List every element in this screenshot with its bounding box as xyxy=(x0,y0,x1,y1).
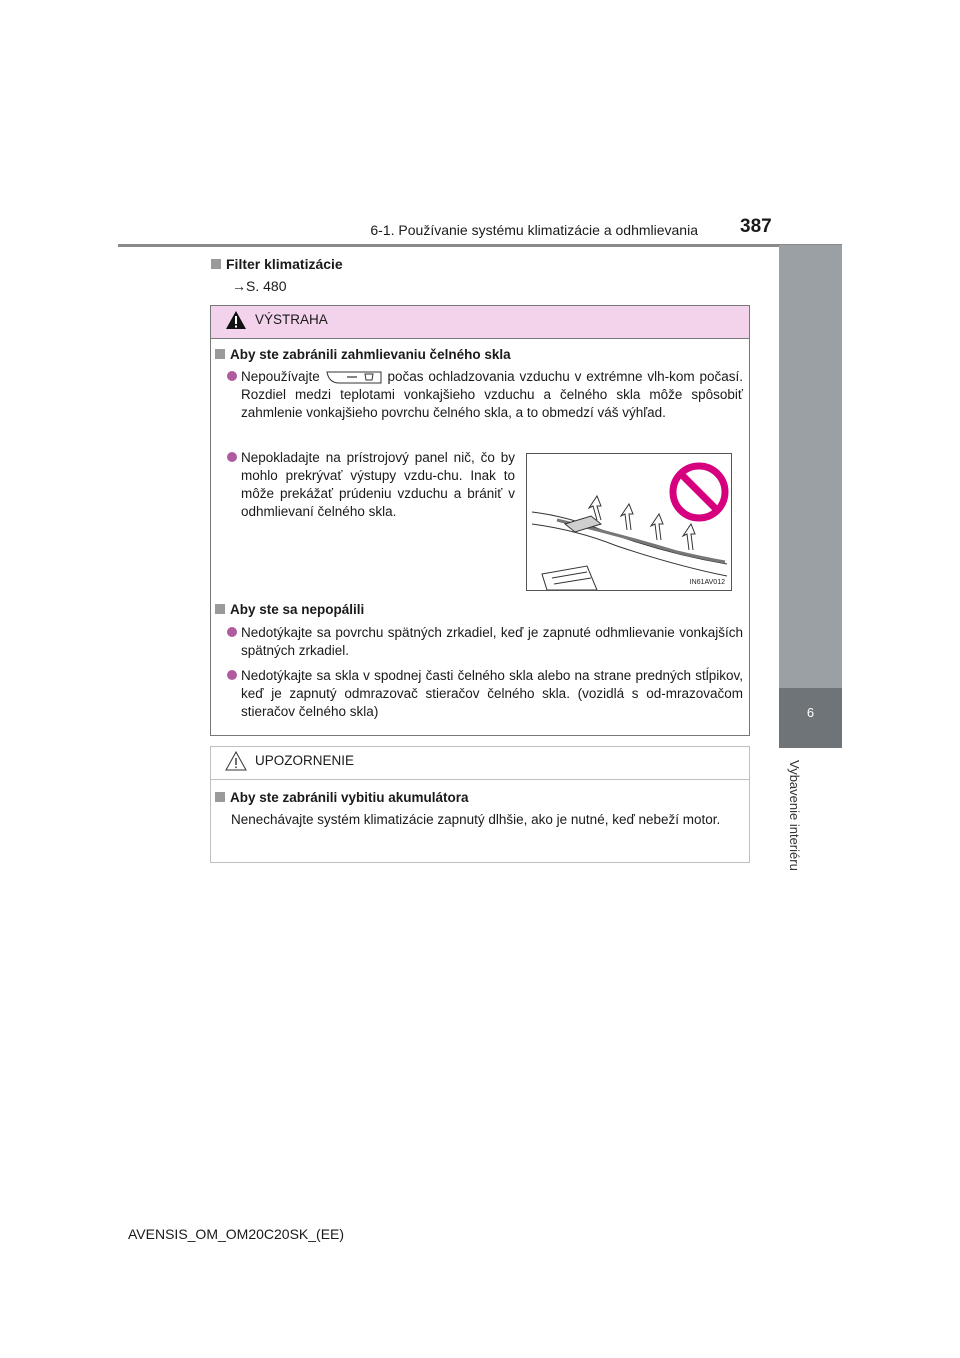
round-bullet-icon xyxy=(227,452,237,462)
page-reference-link[interactable]: →S. 480 xyxy=(232,278,287,294)
list-item xyxy=(227,624,743,660)
figure-code: IN61AV012 xyxy=(689,579,725,586)
square-bullet-icon xyxy=(211,259,221,269)
caution-triangle-icon xyxy=(225,751,247,771)
list-item xyxy=(227,449,515,521)
section-heading xyxy=(211,256,343,272)
caution-header xyxy=(211,747,749,780)
chapter-tab-label: Vybavenie interiéru xyxy=(787,760,802,871)
caution-subheading-text: Aby ste zabránili vybitiu akumulátora xyxy=(230,790,469,805)
header-divider xyxy=(118,244,842,247)
dashboard-vents-illustration xyxy=(526,453,732,591)
square-bullet-icon xyxy=(215,792,225,802)
section-heading-text: Filter klimatizácie xyxy=(226,256,343,272)
dashboard-diagram xyxy=(527,454,731,590)
square-bullet-icon xyxy=(215,604,225,614)
warning-triangle-icon xyxy=(225,310,247,330)
item-text: počas ochladzovania vzduchu v extrémne vlh-kom počasí. Rozdiel medzi teplotami vonkajšieho vzduchu a čelného skla môže spôsobiť zahmlenie vonkajšieho povrchu čelného skla, a to obmedzí váš výhľad. xyxy=(241,369,743,420)
warning-header xyxy=(211,306,749,339)
warning-subheading-fog-text: Aby ste zabránili zahmlievaniu čelného skla xyxy=(230,347,511,362)
item-text: Nepoužívajte xyxy=(241,369,320,384)
list-item xyxy=(227,667,743,721)
warning-title: VÝSTRAHA xyxy=(255,312,328,327)
caution-title: UPOZORNENIE xyxy=(255,753,355,768)
chapter-tab[interactable]: 6 xyxy=(779,688,842,748)
item-text: Nedotýkajte sa povrchu spätných zrkadiel, keď je zapnuté odhmlievanie vonkajších spätných zrkadiel. xyxy=(241,625,743,658)
square-bullet-icon xyxy=(215,349,225,359)
warning-subheading-burns-text: Aby ste sa nepopálili xyxy=(230,602,365,617)
list-item xyxy=(227,368,743,422)
defog-button-icon xyxy=(325,370,383,384)
caution-box xyxy=(210,746,750,863)
round-bullet-icon xyxy=(227,371,237,381)
page-number: 387 xyxy=(740,216,772,237)
caution-text: Nenechávajte systém klimatizácie zapnutý dlhšie, ako je nutné, keď nebeží motor. xyxy=(231,812,721,827)
caution-subheading xyxy=(215,790,469,805)
warning-subheading-burns xyxy=(215,602,364,617)
warning-subheading-fog xyxy=(215,347,511,362)
document-code: AVENSIS_OM_OM20C20SK_(EE) xyxy=(128,1226,345,1242)
round-bullet-icon xyxy=(227,627,237,637)
round-bullet-icon xyxy=(227,670,237,680)
warning-box xyxy=(210,305,750,736)
side-tab-bar xyxy=(779,245,842,688)
item-text: Nepokladajte na prístrojový panel nič, čo by mohlo prekrývať výstupy vzdu-chu. Inak to môže prekážať prúdeniu vzduchu a brániť v odhmlievaní čelného skla. xyxy=(241,450,515,519)
chapter-title: 6-1. Používanie systému klimatizácie a odhmlievania xyxy=(370,222,698,238)
item-text: Nedotýkajte sa skla v spodnej časti čelného skla alebo na strane predných stĺpikov, keď je zapnutý odmrazovač stieračov čelného skla. (vozidlá s od-mrazovačom stieračov čelného skla) xyxy=(241,668,743,719)
